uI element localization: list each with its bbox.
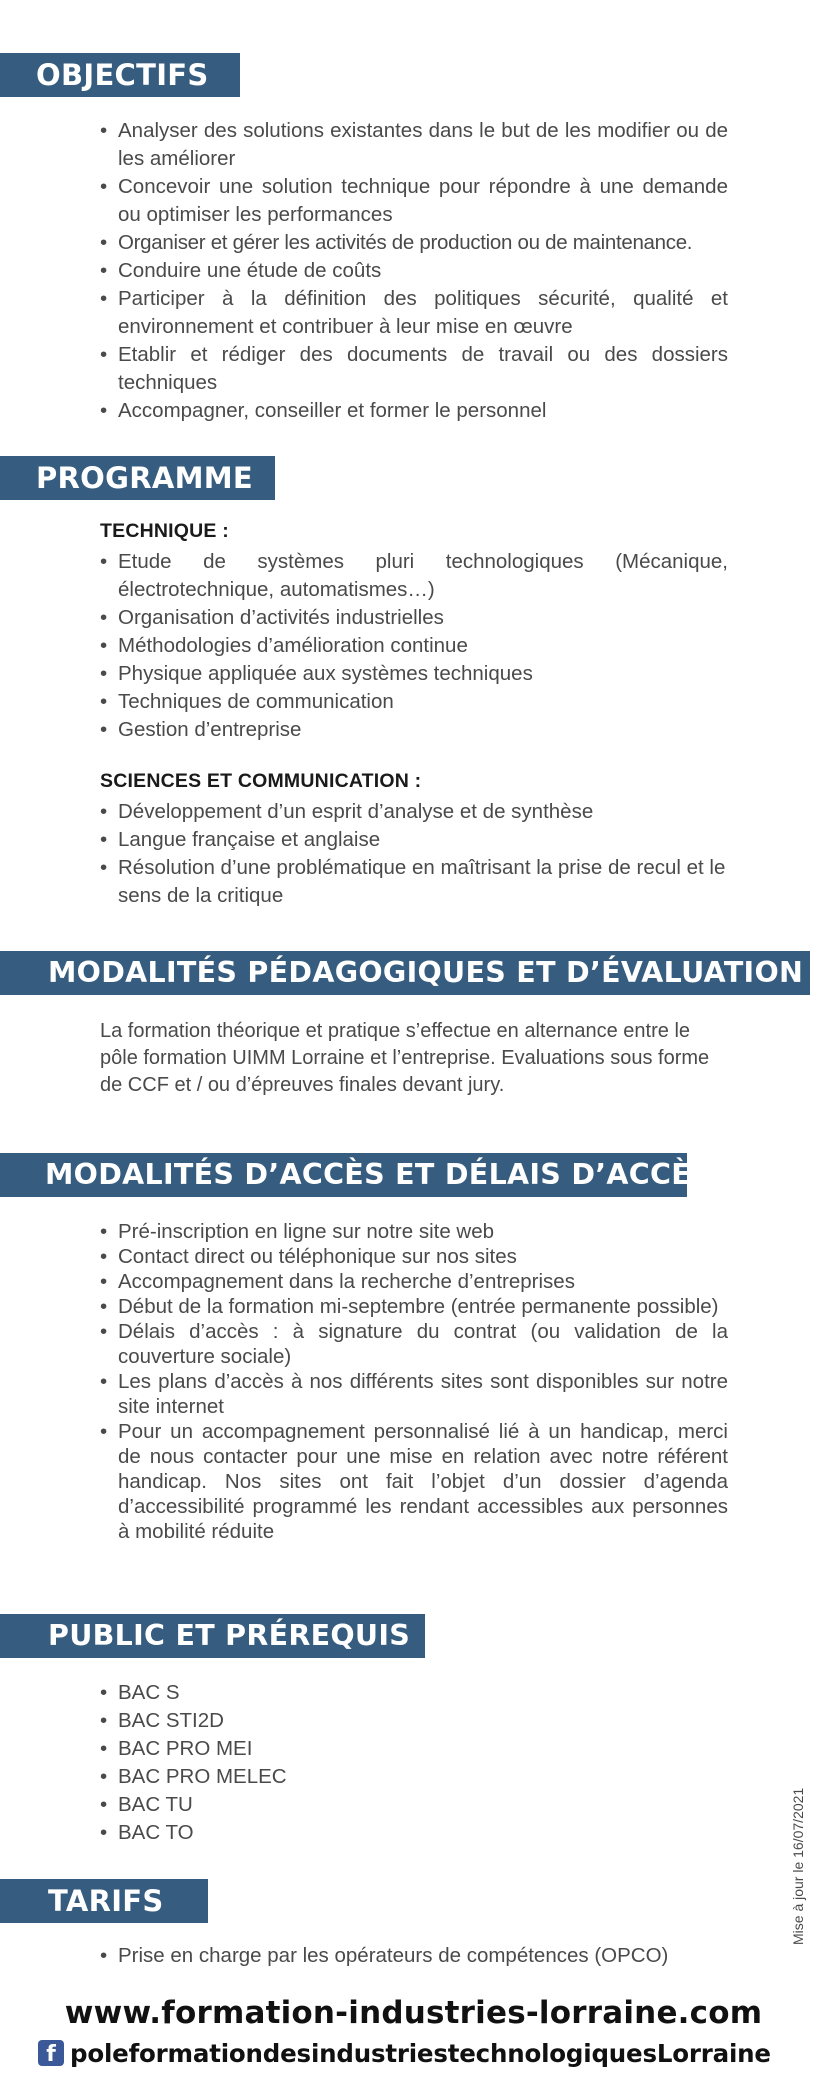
list-item: • Organisation d’activités industrielles (100, 604, 728, 632)
section-heading-public: PUBLIC ET PRÉREQUIS (0, 1614, 425, 1658)
modalites-pedagogiques-text: La formation théorique et pratique s’effectue en alternance entre le pôle formation UIMM Lorraine et l’entreprise. Evaluations sous forme de CCF et / ou d’épreuves finales devant jury. (100, 1020, 710, 1096)
list-item: • Pour un accompagnement personnalisé lié à un handicap, merci de nous contacter pour une mise en relation avec notre référent handicap. Nos sites ont fait l’objet d’un dossier d’agenda d’accessibilité programmé les rendant accessibles aux personnes à mobilité réduite (100, 1419, 728, 1544)
list-item: • BAC PRO MEI (100, 1735, 500, 1763)
facebook-page-name: poleformationdesindustriestechnologiquesLorraine (70, 2038, 771, 2068)
list-item: • Organiser et gérer les activités de production ou de maintenance. (100, 229, 728, 257)
list-item: • Participer à la définition des politiques sécurité, qualité et environnement et contribuer à leur mise en œuvre (100, 285, 728, 341)
list-item: • Physique appliquée aux systèmes techniques (100, 660, 728, 688)
programme-sciences-title: SCIENCES ET COMMUNICATION : (100, 770, 422, 792)
list-item: • BAC STI2D (100, 1707, 500, 1735)
section-heading-objectifs: OBJECTIFS (0, 53, 240, 97)
section-heading-modalites-pedagogiques: MODALITÉS PÉDAGOGIQUES ET D’ÉVALUATION (0, 951, 810, 995)
list-item: • BAC PRO MELEC (100, 1763, 500, 1791)
list-item: • Etude de systèmes pluri technologiques (Mécanique, électrotechnique, automatismes…) (100, 548, 728, 604)
list-item: • Contact direct ou téléphonique sur nos sites (100, 1244, 728, 1269)
list-item: • Etablir et rédiger des documents de travail ou des dossiers techniques (100, 341, 728, 397)
update-note: Mise à jour le 16/07/2021 (790, 1787, 806, 1945)
tarifs-list (100, 1942, 740, 1970)
list-item: • Prise en charge par les opérateurs de compétences (OPCO) (100, 1942, 740, 1970)
list-item: • Concevoir une solution technique pour répondre à une demande ou optimiser les performances (100, 173, 728, 229)
list-item: • BAC TU (100, 1791, 500, 1819)
programme-technique-list (100, 548, 728, 744)
list-item: • Conduire une étude de coûts (100, 257, 728, 285)
list-item: • Accompagnement dans la recherche d’entreprises (100, 1269, 728, 1294)
list-item: • Pré-inscription en ligne sur notre site web (100, 1219, 728, 1244)
list-item: • Méthodologies d’amélioration continue (100, 632, 728, 660)
section-heading-tarifs: TARIFS (0, 1879, 208, 1923)
list-item: • Résolution d’une problématique en maîtrisant la prise de recul et le sens de la critique (100, 854, 728, 910)
public-list (100, 1679, 500, 1847)
list-item: • Langue française et anglaise (100, 826, 728, 854)
website-url[interactable]: www.formation-industries-lorraine.com (64, 1995, 763, 2031)
section-heading-programme: PROGRAMME (0, 456, 275, 500)
list-item: • Délais d’accès : à signature du contrat (ou validation de la couverture sociale) (100, 1319, 728, 1369)
modalites-acces-list (100, 1219, 728, 1544)
facebook-link[interactable] (38, 2037, 771, 2069)
list-item: • Techniques de communication (100, 688, 728, 716)
list-item: • Gestion d’entreprise (100, 716, 728, 744)
list-item: • Les plans d’accès à nos différents sites sont disponibles sur notre site internet (100, 1369, 728, 1419)
objectifs-list (100, 117, 728, 425)
list-item: • Développement d’un esprit d’analyse et de synthèse (100, 798, 728, 826)
section-heading-modalites-acces: MODALITÉS D’ACCÈS ET DÉLAIS D’ACCÈS (0, 1153, 687, 1197)
programme-sciences-list (100, 798, 728, 910)
programme-technique-title: TECHNIQUE : (100, 520, 229, 542)
list-item: • Accompagner, conseiller et former le personnel (100, 397, 728, 425)
list-item: • Analyser des solutions existantes dans le but de les modifier ou de les améliorer (100, 117, 728, 173)
list-item: • BAC TO (100, 1819, 500, 1847)
list-item: • BAC S (100, 1679, 500, 1707)
list-item: • Début de la formation mi-septembre (entrée permanente possible) (100, 1294, 728, 1319)
facebook-icon: f (38, 2040, 64, 2066)
